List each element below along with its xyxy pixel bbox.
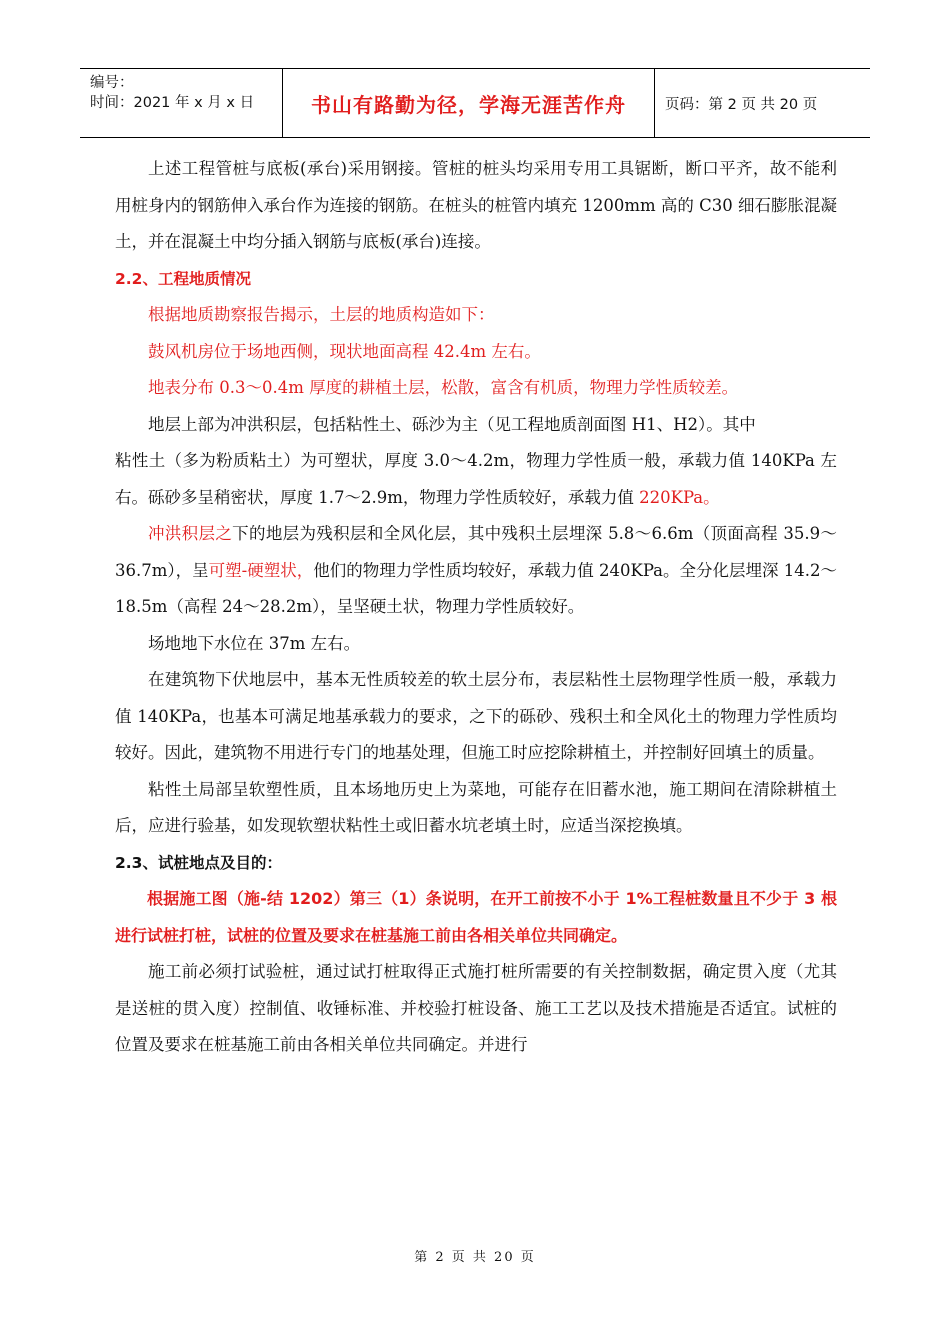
page-footer: 第 2 页 共 20 页	[414, 1250, 536, 1265]
paragraph-clay-gravel	[115, 443, 837, 516]
paragraph-soft-clay: 粘性土局部呈软塑性质，且本场地历史上为菜地，可能存在旧蓄水池，施工期间在清除耕植土后，应进行验基，如发现软塑状粘性土或旧蓄水坑老填土时，应适当深挖换填。	[115, 779, 837, 835]
paragraph-test-pile-purpose: 施工前必须打试验桩，通过试打桩取得正式施打桩所需要的有关控制数据，确定贯入度（尤其是送桩的贯入度）控制值、收锤标准、并校验打桩设备、施工工艺以及技术措施是否适宜。试桩的位置及要求在桩基施工前由各相关单位共同确定。并进行	[115, 962, 837, 1054]
alluvial-layer-term: 冲洪积层之	[148, 524, 233, 543]
residual-text-end: 他们的物理力学性质均较好，承载力值 240KPa。全分化层埋深 14.2～18.5m（高程 24～28.2m），呈坚硬土状，物理力学性质较好。	[115, 560, 838, 616]
paragraph-upper-strata: 地层上部为冲洪积层，包括粘性土、砾沙为主（见工程地质剖面图 H1、H2）。其中	[148, 414, 756, 434]
paragraph-topsoil: 地表分布 0.3～0.4m 厚度的耕植土层，松散，富含有机质，物理力学性质较差。	[148, 378, 739, 397]
document-body	[115, 151, 837, 1064]
paragraph-groundwater: 场地地下水位在 37m 左右。	[148, 633, 361, 653]
residual-text: 下的地层为残积层和全风化层，其中残积土层埋深 5.8～6.6m（顶面高程 35.9～36.7m），呈	[115, 524, 838, 580]
header-meta	[80, 69, 283, 137]
number-label: 编号：	[90, 75, 134, 91]
paragraph-residual-layers	[115, 516, 837, 626]
paragraph-test-pile-requirement: 根据施工图（施-结 1202）第三（1）条说明，在开工前按不小于 1%工程桩数量且不少于 3 根进行试桩打桩，试桩的位置及要求在桩基施工前由各相关单位共同确定。	[115, 889, 837, 945]
paragraph-pile-connection: 上述工程管桩与底板(承台)采用钢接。管桩的桩头均采用专用工具锯断，断口平齐，故不能利用桩身内的钢筋伸入承台作为连接的钢筋。在桩头的桩管内填充 1200mm 高的 C30 细石膨胀混凝土，并在混凝土中均分插入钢筋与底板(承台)连接。	[115, 159, 837, 251]
section-heading-geology: 2.2、工程地质情况	[115, 269, 251, 288]
header-page-info: 页码：第 2 页 共 20 页	[665, 96, 818, 113]
clay-gravel-text: 粘性土（多为粉质粘土）为可塑状，厚度 3.0～4.2m，物理力学性质一般，承载力值 140KPa 左右。砾砂多呈稍密状，厚度 1.7～2.9m，物理力学性质较好，承载力值	[115, 451, 837, 507]
bearing-capacity-value: 220KPa。	[639, 487, 720, 507]
paragraph-foundation-assessment: 在建筑物下伏地层中，基本无性质较差的软土层分布，表层粘性土层物理学性质一般，承载力值 140KPa，也基本可满足地基承载力的要求，之下的砾砂、残积土和全风化土的物理力学性质均较好。因此，建筑物不用进行专门的地基处理，但施工时应挖除耕植土，并控制好回填土的质量。	[115, 670, 837, 762]
page-header	[80, 68, 870, 138]
plastic-state-term: 可塑-硬塑状，	[208, 560, 314, 580]
paragraph-geology-intro: 根据地质勘察报告揭示，土层的地质构造如下：	[148, 305, 495, 324]
section-heading-test-piles: 2.3、试桩地点及目的：	[115, 853, 282, 872]
header-motto: 书山有路勤为径，学海无涯苦作舟	[283, 69, 655, 137]
time-label: 时间：2021 年 x 月 x 日	[90, 95, 255, 111]
paragraph-blower-room: 鼓风机房位于场地西侧，现状地面高程 42.4m 左右。	[148, 341, 541, 361]
